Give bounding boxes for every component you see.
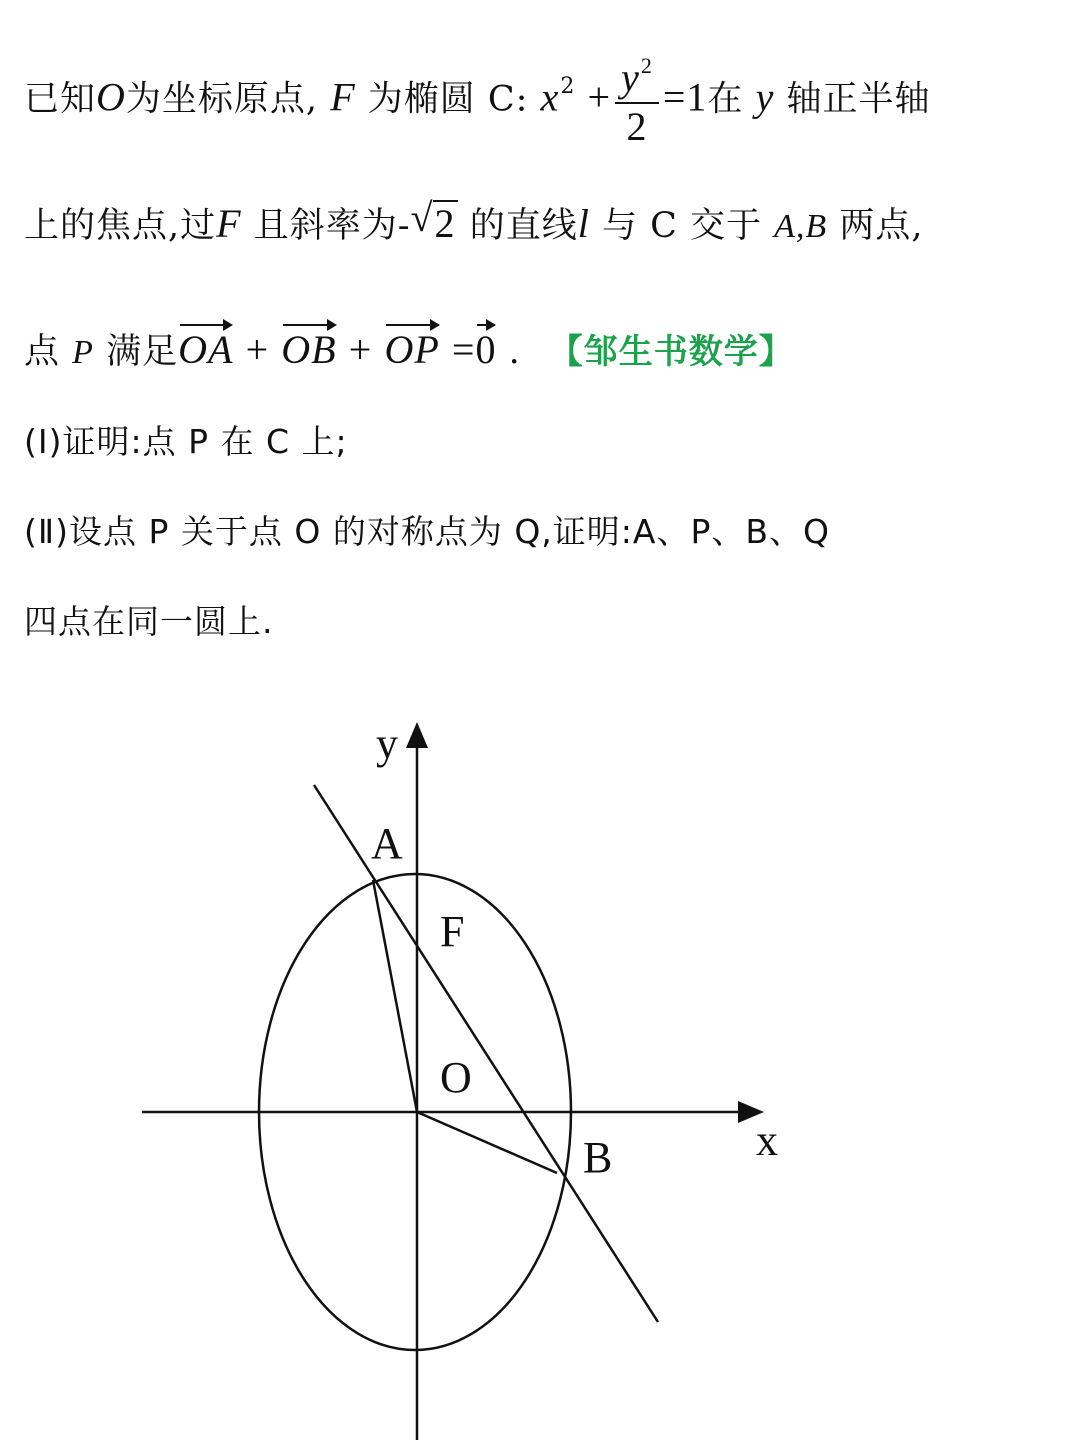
radical-sign: √ [410, 195, 434, 240]
text-segment: 为坐标原点, [125, 79, 319, 120]
math-plus: + [245, 327, 270, 372]
part-2-question: (Ⅱ)设点 P 关于点 O 的对称点为 Q,证明:A、P、B、Q [24, 512, 830, 551]
text-segment: 在 [707, 79, 744, 120]
text-segment: 上的焦点,过 [24, 206, 217, 246]
math-origin-O: O [96, 74, 126, 120]
problem-line-1 [24, 48, 930, 154]
fraction-numerator-y: y [621, 55, 640, 100]
math-sqrt [410, 195, 458, 246]
math-point-P: P [72, 334, 94, 371]
label-x: x [756, 1116, 778, 1165]
math-focus-F: F [216, 201, 242, 246]
math-plus: + [587, 74, 612, 120]
math-exponent: 2 [560, 73, 576, 99]
math-equals: = [451, 327, 476, 372]
segment-OB [417, 1112, 557, 1173]
text-segment: 已知 [24, 79, 97, 120]
vector-OP: OP [384, 322, 439, 372]
problem-line-2 [24, 195, 924, 249]
math-plus: + [348, 327, 373, 372]
math-x: x [540, 74, 560, 120]
text-segment: 点 [24, 332, 61, 372]
segment-OA [373, 880, 417, 1112]
brand-watermark: 【邹生书数学】 [548, 332, 794, 372]
period: . [508, 332, 521, 372]
label-O: O [440, 1053, 472, 1102]
fraction-denominator: 2 [626, 104, 648, 149]
text-segment: 的直线 [469, 206, 578, 246]
math-y: y [755, 74, 775, 120]
vector-OA: OA [178, 322, 233, 372]
label-B: B [583, 1133, 613, 1182]
part-1-question: (Ⅰ)证明:点 P 在 C 上; [24, 422, 348, 461]
math-exponent: 2 [640, 53, 653, 78]
math-equals-one: =1 [662, 74, 708, 120]
vector-OB: OB [281, 322, 336, 372]
math-fraction [615, 44, 659, 150]
ellipse-diagram [0, 700, 1080, 1445]
text-segment: 满足 [106, 332, 179, 372]
text-segment: 且斜率为- [253, 206, 411, 246]
label-y: y [376, 719, 398, 768]
label-F: F [440, 907, 465, 956]
text-segment: 为椭圆 C: [367, 79, 529, 120]
text-segment: 与 C 交于 [601, 206, 762, 246]
y-axis-arrow-icon [406, 722, 428, 748]
vector-zero: 0 [475, 322, 496, 372]
problem-line-3 [24, 322, 794, 375]
math-points-AB: A,B [774, 208, 828, 245]
part-2-question-continued: 四点在同一圆上. [24, 602, 274, 641]
fraction-numerator [615, 44, 659, 104]
math-line-l: l [577, 201, 590, 246]
label-A: A [371, 819, 403, 868]
math-focus-F: F [330, 74, 356, 120]
line-l [314, 785, 658, 1322]
radicand: 2 [434, 201, 456, 246]
text-segment: 两点, [839, 206, 924, 246]
text-segment: 轴正半轴 [786, 79, 931, 120]
